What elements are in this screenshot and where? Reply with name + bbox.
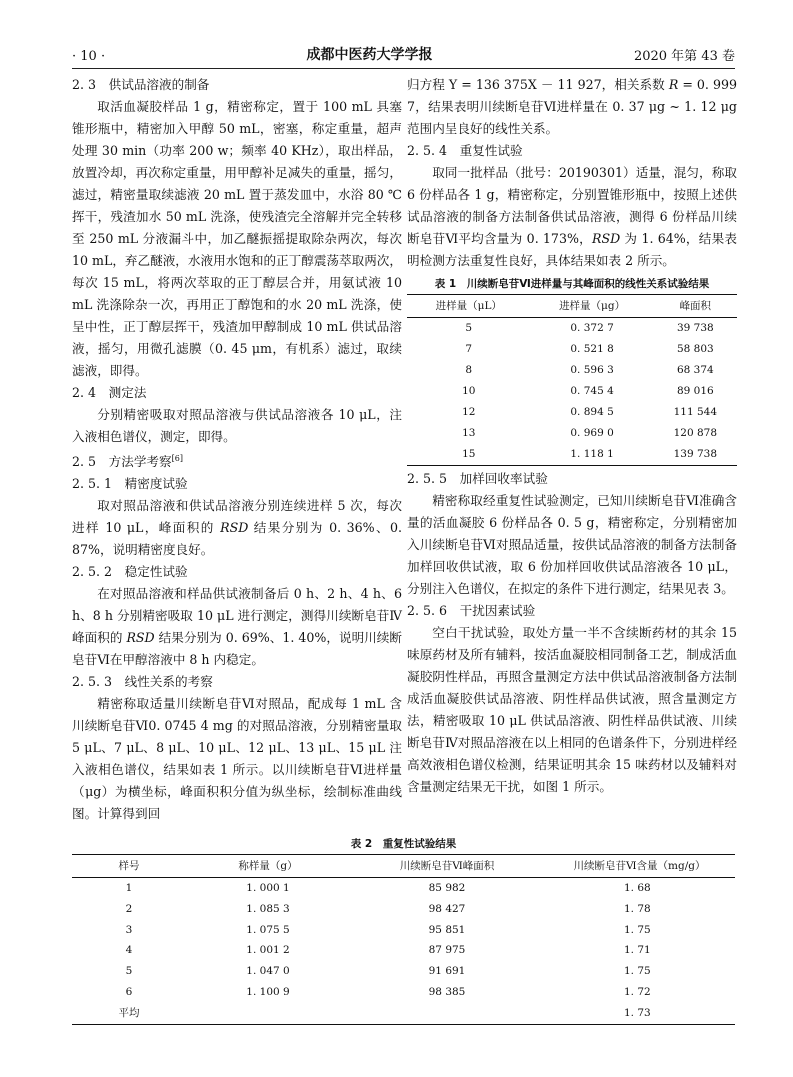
table-2-row-cell: 1. 100 9 <box>246 985 290 998</box>
table-1-row <box>407 402 737 423</box>
table-2-header: 称样量（g） <box>186 855 350 878</box>
table-2-header: 川续断皂苷Ⅵ峰面积 <box>350 855 544 878</box>
table-2-row <box>72 920 735 941</box>
page-number: · 10 · <box>72 49 106 64</box>
table-1-row-cell: 0. 969 0 <box>570 427 614 439</box>
table-1-row-cell: 1. 118 1 <box>570 448 614 460</box>
table-2-row-cell: 95 851 <box>428 923 466 936</box>
table-2-block <box>72 836 735 1025</box>
s251-text-b: 结果分别为 0. 36%、0. 87%，说明精密度良好。 <box>72 520 402 558</box>
table-2-row <box>72 899 735 920</box>
table-2-row <box>72 878 735 899</box>
regression-continuation <box>407 74 737 140</box>
table-1-row-cell: 12 <box>462 406 476 418</box>
table-2-header: 样号 <box>72 855 186 878</box>
table-1-row-cell: 0. 745 4 <box>570 385 614 397</box>
table-2-row-cell: 85 982 <box>428 882 466 894</box>
table-2-caption: 表 2 重复性试验结果 <box>350 838 457 850</box>
s252-text-b: 结果分别为 0. 69%、1. 40%，说明川续断皂苷Ⅵ在甲醇溶液中 8 h 内稳定。 <box>72 630 402 668</box>
table-1-row <box>407 423 737 444</box>
table-2-row-cell: 1. 75 <box>624 965 651 978</box>
table-2-row-cell <box>350 1003 544 1024</box>
s251-rsd: RSD <box>220 520 249 536</box>
section-2-5-6-title: 2. 5. 6 干扰因素试验 <box>407 603 536 618</box>
table-1-row-cell: 68 374 <box>676 364 714 376</box>
table-1-row-cell: 58 803 <box>676 343 714 355</box>
table-1-row-cell: 0. 894 5 <box>570 406 614 418</box>
table-1-body <box>407 318 737 466</box>
s252-rsd: RSD <box>126 630 155 646</box>
section-2-5-title-text: 2. 5 方法学考察 <box>72 454 172 470</box>
section-2-5-5-body: 精密称取经重复性试验测定，已知川续断皂苷Ⅵ准确含量的活血凝胶 6 份样品各 0. 5 g，精密称定，分别精密加入川续断皂苷Ⅵ对照品适量，按供试品溶液的制备方法制备加样回收供试液，取 6 份加样回收供试品溶液各 10 μL，分别注入色谱仪，在拟定的条件下进行测定，结果见表 3。 <box>407 493 737 596</box>
table-1-row-cell: 5 <box>465 322 473 334</box>
table-1-row-cell: 39 738 <box>676 322 714 334</box>
table-2-row-cell: 98 427 <box>428 902 466 915</box>
table-1-header: 进样量（μL） <box>407 295 531 318</box>
left-column <box>72 74 402 825</box>
table-2-row-cell: 6 <box>125 985 133 998</box>
table-2-row-cell: 1. 75 <box>624 923 651 936</box>
s254-text-a: 取同一批样品（批号：20190301）适量，混匀，称取 6 份样品各 1 g，精密称定，分别置锥形瓶中，按照上述供试品溶液的制备方法制备供试品溶液，测得 6 份样品川续断皂苷Ⅵ平均含量为 0. 173%， <box>407 165 737 246</box>
table-2-row-cell: 1. 73 <box>624 1006 651 1019</box>
section-2-5-title <box>72 448 402 473</box>
table-2-row <box>72 940 735 961</box>
table-1 <box>407 294 737 466</box>
table-1-row-cell: 8 <box>465 364 473 376</box>
journal-title: 成都中医药大学学报 <box>306 47 433 63</box>
table-1-row-cell: 89 016 <box>676 385 714 397</box>
table-1-row-cell: 15 <box>462 448 476 460</box>
section-2-5-5-title: 2. 5. 5 加样回收率试验 <box>407 471 548 486</box>
table-2-header: 川续断皂苷Ⅵ含量（mg/g） <box>544 855 735 878</box>
section-2-5-3-title: 2. 5. 3 线性关系的考察 <box>72 674 213 690</box>
table-2-row <box>72 1003 735 1024</box>
table-2-row <box>72 961 735 982</box>
table-2-row-cell: 87 975 <box>428 944 466 957</box>
table-2-row-cell <box>186 1003 350 1024</box>
section-2-5-4-title: 2. 5. 4 重复性试验 <box>407 143 523 158</box>
table-1-row-cell: 0. 596 3 <box>570 364 614 376</box>
table-1-row-cell: 0. 521 8 <box>570 343 614 355</box>
table-2-row-cell: 2 <box>125 902 133 915</box>
table-1-row-cell: 120 878 <box>673 427 718 439</box>
table-2-row-cell: 98 385 <box>428 985 466 998</box>
table-1-row-cell: 13 <box>462 427 476 439</box>
s251-text-a: 取对照品溶液和供试品溶液分别连续进样 5 次，每次进样 10 μL，峰面积的 <box>72 498 402 536</box>
table-2-row-cell: 1. 047 0 <box>246 965 290 978</box>
table-2-body <box>72 878 735 1025</box>
reference-marker: [6] <box>171 454 183 463</box>
table-1-row-cell: 139 738 <box>673 448 718 460</box>
cont-text-a: 归方程 Y = 136 375X － 11 927，相关系数 <box>407 77 669 92</box>
table-2-row-cell: 1. 075 5 <box>246 923 290 936</box>
section-2-4-body: 分别精密吸取对照品溶液与供试品溶液各 10 μL，注入液相色谱仪，测定，即得。 <box>72 407 402 444</box>
table-1-header: 进样量（μg） <box>531 295 654 318</box>
table-1-header: 峰面积 <box>654 295 737 318</box>
section-2-5-3-body: 精密称取适量川续断皂苷Ⅵ对照品，配成每 1 mL 含川续断皂苷Ⅵ0. 0745 4 mg 的对照品溶液，分别精密量取 5 μL、7 μL、8 μL、10 μL、12 μL、13 μL、15 μL 注入液相色谱仪，结果如表 1 所示。以川续断皂苷Ⅵ进样量（μg）为横坐标，峰面积积分值为纵坐标，绘制标准曲线图。计算得到回 <box>72 696 402 822</box>
section-2-5-4-body <box>407 162 737 272</box>
table-1-caption: 表 1 川续断皂苷Ⅵ进样量与其峰面积的线性关系试验结果 <box>434 278 710 290</box>
table-1-row <box>407 318 737 340</box>
table-2-row-cell: 1. 78 <box>624 902 651 915</box>
table-2-row-cell: 1. 68 <box>624 882 651 894</box>
table-2-row-cell: 91 691 <box>428 965 466 978</box>
section-2-5-6-body: 空白干扰试验，取处方量一半不含续断药材的其余 15 味原药材及所有辅料，按活血凝胶相同制备工艺，制成活血凝胶阴性样品，再照含量测定方法中供试品溶液制备方法制成活血凝胶供试品溶液、阴性样品供试液，照含量测定方法，精密吸取 10 μL 供试品溶液、阴性样品供试液、川续断皂苷Ⅳ对照品溶液在以上相同的色谱条件下，分别进样经高效液相色谱仪检测，结果证明其余 15 味药材以及辅料对含量测定结果无干扰，如图 1 所示。 <box>407 625 737 794</box>
table-2-row-cell: 1 <box>125 882 133 894</box>
table-2-row-cell: 平均 <box>118 1006 140 1019</box>
cont-text-b: = 0. 999 7，结果表明川续断皂苷Ⅵ进样量在 0. 37 μg ~ 1. 12 μg 范围内呈良好的线性关系。 <box>407 77 737 136</box>
s252-text-a: 在对照品溶液和样品供试液制备后 0 h、2 h、4 h、6 h、8 h 分别精密吸取 10 μL 进行测定，测得川续断皂苷Ⅳ峰面积的 <box>72 586 402 646</box>
table-1-row <box>407 339 737 360</box>
table-1-row-cell: 7 <box>465 343 473 355</box>
table-1-row-cell: 0. 372 7 <box>570 322 614 334</box>
right-column <box>407 74 737 798</box>
s254-text-b: 为 1. 64%，结果表明检测方法重复性良好，具体结果如表 2 所示。 <box>407 231 737 268</box>
table-2-row-cell: 5 <box>125 965 133 978</box>
table-2-header-row <box>72 855 735 878</box>
table-1-row <box>407 360 737 381</box>
section-2-5-1-title: 2. 5. 1 精密度试验 <box>72 476 188 492</box>
table-2-row-cell: 1. 72 <box>624 985 651 998</box>
page-header <box>72 42 735 69</box>
table-1-row <box>407 444 737 466</box>
table-2-row-cell: 3 <box>125 923 133 936</box>
table-2-row-cell: 1. 085 3 <box>246 902 290 915</box>
section-2-5-2-body <box>72 583 402 671</box>
section-2-4-title: 2. 4 测定法 <box>72 385 147 400</box>
section-2-5-2-title: 2. 5. 2 稳定性试验 <box>72 564 188 580</box>
table-2-row-cell: 1. 001 2 <box>246 944 290 957</box>
table-2 <box>72 854 735 1025</box>
table-2-row-cell: 4 <box>125 944 133 957</box>
table-1-row-cell: 10 <box>462 385 476 397</box>
table-1-row <box>407 381 737 402</box>
table-2-row-cell: 1. 000 1 <box>246 882 290 894</box>
table-2-row-cell: 1. 71 <box>624 944 651 957</box>
section-2-3-title: 2. 3 供试品溶液的制备 <box>72 77 210 92</box>
table-1-row-cell: 111 544 <box>673 406 718 418</box>
section-2-3-body: 取活血凝胶样品 1 g，精密称定，置于 100 mL 具塞锥形瓶中，精密加入甲醇 50 mL，密塞，称定重量，超声处理 30 min（功率 200 w；频率 40 KHz），取出样品，放置冷却，再次称定重量，用甲醇补足减失的重量，摇匀，滤过，精密量取续滤液 20 mL 置于蒸发皿中，水浴 80 ℃挥干，残渣加水 50 mL 洗涤，使残渣完全溶解并完全转移至 250 mL 分液漏斗中，加乙醚振摇提取除杂两次，每次 10 mL，弃乙醚液，水液用水饱和的正丁醇震荡萃取两次，每次 15 mL，将两次萃取的正丁醇层合并，用氨试液 10 mL 洗涤除杂一次，再用正丁醇饱和的水 20 mL 洗涤，使呈中性，正丁醇层挥干，残渣加甲醇制成 10 mL 供试品溶液，摇匀，用微孔滤膜（0. 45 μm，有机系）滤过，取续滤液，即得。 <box>72 99 402 378</box>
section-2-5-1-body <box>72 495 402 561</box>
s254-rsd: RSD <box>591 231 621 246</box>
cont-r: R <box>668 77 679 92</box>
table-1-header-row <box>407 295 737 318</box>
issue-info: 2020 年第 43 卷 <box>633 49 735 64</box>
table-2-row <box>72 982 735 1003</box>
